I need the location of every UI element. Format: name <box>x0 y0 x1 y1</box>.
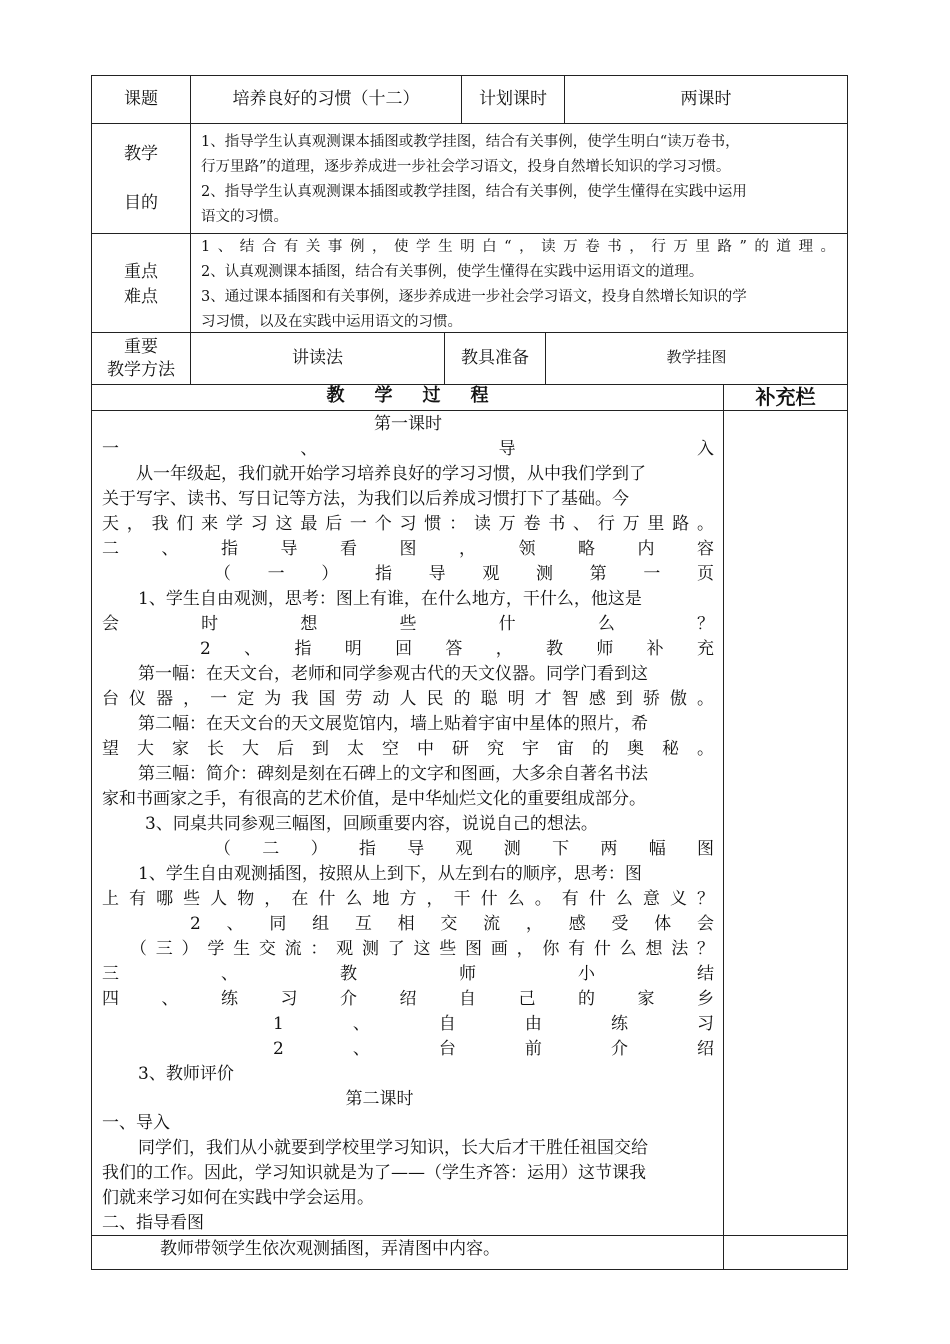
topic-value: 培养良好的习惯（十二） <box>232 89 420 109</box>
row-divider <box>91 1235 848 1236</box>
process-line: 3、教师评价 <box>138 1064 234 1084</box>
section-heading: 三、教师小结 <box>102 964 714 984</box>
methods-label-line2: 教学方法 <box>107 360 175 380</box>
keypoints-label-line2: 难点 <box>124 287 158 307</box>
col-divider <box>723 384 724 1270</box>
goals-label-line1: 教学 <box>124 144 158 164</box>
keypoints-line: 2、认真观测课本插图，结合有关事例，使学生懂得在实践中运用语文的道理。 <box>201 264 704 280</box>
section-heading: 二、指导看图 <box>102 1213 204 1233</box>
process-line: 第一幅：在天文台，老师和同学参观古代的天文仪器。同学门看到这 <box>138 664 648 684</box>
goals-line: 2、指导学生认真观测课本插图或教学挂图，结合有关事例，使学生懂得在实践中运用 <box>201 184 747 200</box>
section-heading: 四、练习介绍自己的家乡 <box>102 989 714 1009</box>
tools-value: 教学挂图 <box>666 348 727 366</box>
subsection-heading: （二）指导观测下两幅图 <box>214 839 714 859</box>
table-border-bottom <box>91 1269 848 1270</box>
subsection-heading: （一）指导观测第一页 <box>214 564 714 584</box>
process-line: 关于写字、读书、写日记等方法，为我们以后养成习惯打下了基础。今 <box>102 489 629 509</box>
process-line: 天，我们来学习这最后一个习惯：读万卷书、行万里路。 <box>102 514 714 534</box>
tools-label: 教具准备 <box>461 348 529 368</box>
hours-value: 两课时 <box>680 89 732 109</box>
lesson-2-title: 第二课时 <box>345 1089 414 1109</box>
supplement-label: 补充栏 <box>755 385 816 409</box>
keypoints-line: 1、结合有关事例，使学生明白“，读万卷书，行万里路”的道理。 <box>201 239 835 255</box>
process-heading: 教学过程 <box>326 385 519 406</box>
process-line: 第三幅：简介：碑刻是刻在石碑上的文字和图画，大多余自著名书法 <box>138 764 648 784</box>
process-line: 上有哪些人物，在什么地方，干什么。有什么意义？ <box>102 889 714 909</box>
keypoints-line: 习习惯，以及在实践中运用语文的习惯。 <box>201 314 462 330</box>
process-line: 望大家长大后到太空中研究宇宙的奥秘。 <box>102 739 714 759</box>
process-line: 台仪器，一定为我国劳动人民的聪明才智感到骄傲。 <box>102 689 714 709</box>
process-line: 会时想些什么？ <box>102 614 714 634</box>
row-divider <box>91 410 848 411</box>
process-line: 第二幅：在天文台的天文展览馆内，墙上贴着宇宙中星体的照片，希 <box>138 714 648 734</box>
section-intro: 一、导入 <box>102 439 714 459</box>
process-line: 们就来学习如何在实践中学会运用。 <box>102 1188 374 1208</box>
process-line: 1、自由练习 <box>273 1014 714 1034</box>
goals-line: 1、指导学生认真观测课本插图或教学挂图，结合有关事例，使学生明白“读万卷书， <box>201 134 740 150</box>
goals-line: 行万里路”的道理，逐步养成进一步社会学习语文，投身自然增长知识的学习习惯。 <box>201 159 731 175</box>
table-border-top <box>91 75 848 76</box>
topic-label: 课题 <box>124 89 158 109</box>
subsection-heading: （三）学生交流：观测了这些图画，你有什么想法？ <box>130 939 714 959</box>
process-line: 同学们，我们从小就要到学校里学习知识，长大后才干胜任祖国交给 <box>138 1138 648 1158</box>
row-divider <box>91 233 848 234</box>
col-divider <box>190 75 191 385</box>
process-line: 1、学生自由观测，思考：图上有谁，在什么地方，干什么，他这是 <box>138 589 642 609</box>
hours-label: 计划课时 <box>479 89 547 109</box>
methods-label-line1: 重要 <box>124 337 158 357</box>
process-line: 1、学生自由观测插图，按照从上到下，从左到右的顺序，思考：图 <box>138 864 642 884</box>
process-line: 2、台前介绍 <box>273 1039 714 1059</box>
lesson-1-title: 第一课时 <box>374 414 442 434</box>
keypoints-line: 3、通过课本插图和有关事例，逐步养成进一步社会学习语文，投身自然增长知识的学 <box>201 289 747 305</box>
process-line: 3、同桌共同参观三幅图，回顾重要内容，说说自己的想法。 <box>145 814 598 834</box>
process-line: 从一年级起，我们就开始学习培养良好的学习习惯，从中我们学到了 <box>136 464 646 484</box>
goals-label-line2: 目的 <box>124 193 158 213</box>
keypoints-label-line1: 重点 <box>124 262 158 282</box>
process-line: 2、同组互相交流，感受体会 <box>190 914 714 934</box>
section-heading: 二、指导看图，领略内容 <box>102 539 714 559</box>
process-line: 教师带领学生依次观测插图，弄清图中内容。 <box>160 1239 500 1259</box>
table-border-left <box>91 75 92 1270</box>
table-border-right <box>847 75 848 1270</box>
process-line: 我们的工作。因此，学习知识就是为了——（学生齐答：运用）这节课我 <box>102 1163 646 1183</box>
goals-line: 语文的习惯。 <box>201 209 288 225</box>
section-intro: 一、导入 <box>102 1113 170 1133</box>
process-line: 2、指明回答，教师补充 <box>200 639 714 659</box>
row-divider <box>91 123 848 124</box>
method-value: 讲读法 <box>292 348 343 368</box>
process-line: 家和书画家之手，有很高的艺术价值，是中华灿烂文化的重要组成部分。 <box>102 789 646 809</box>
